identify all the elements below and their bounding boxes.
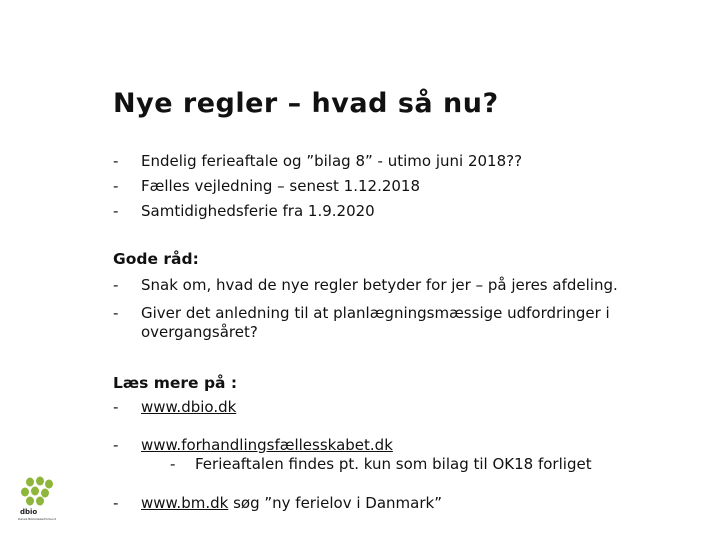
bm-link-suffix: søg ”ny ferielov i Danmark” (228, 494, 442, 512)
sub-dash: - (170, 455, 176, 473)
sub-text: Ferieaftalen findes pt. kun som bilag til OK18 forliget (195, 455, 592, 473)
dbio-logo (16, 476, 60, 522)
forhandlingsfaellesskabet-link[interactable]: www.forhandlingsfællesskabet.dk (141, 436, 393, 454)
slide-title: Nye regler – hvad så nu? (113, 88, 499, 119)
bm-link[interactable]: www.bm.dk (141, 494, 229, 512)
advice-dash: - (113, 304, 119, 322)
advice-heading: Gode råd: (113, 250, 199, 268)
svg-text:dbio: dbio (20, 508, 38, 516)
advice-text-line1: Giver det anledning til at planlægningsmæssige udfordringer i (141, 304, 610, 322)
bullet-dash: - (113, 202, 119, 220)
bullet-dash: - (113, 177, 119, 195)
read-more-heading: Læs mere på : (113, 374, 238, 392)
advice-text-line2: overgangsåret? (141, 323, 258, 341)
bullet-text: Fælles vejledning – senest 1.12.2018 (141, 177, 421, 195)
link-dash: - (113, 494, 119, 512)
bm-link-row (141, 493, 442, 513)
logo-mark (21, 477, 53, 506)
bullet-text: Samtidighedsferie fra 1.9.2020 (141, 202, 375, 220)
svg-text:Dansk Bibliotekarforbund: Dansk Bibliotekarforbund (18, 517, 57, 521)
advice-text: Snak om, hvad de nye regler betyder for jer – på jeres afdeling. (141, 276, 618, 294)
link-dash: - (113, 436, 119, 454)
advice-dash: - (113, 276, 119, 294)
bullet-dash: - (113, 152, 119, 170)
bullet-text: Endelig ferieaftale og ”bilag 8” - utimo juni 2018?? (141, 152, 523, 170)
dbio-link[interactable]: www.dbio.dk (141, 398, 237, 416)
link-dash: - (113, 398, 119, 416)
